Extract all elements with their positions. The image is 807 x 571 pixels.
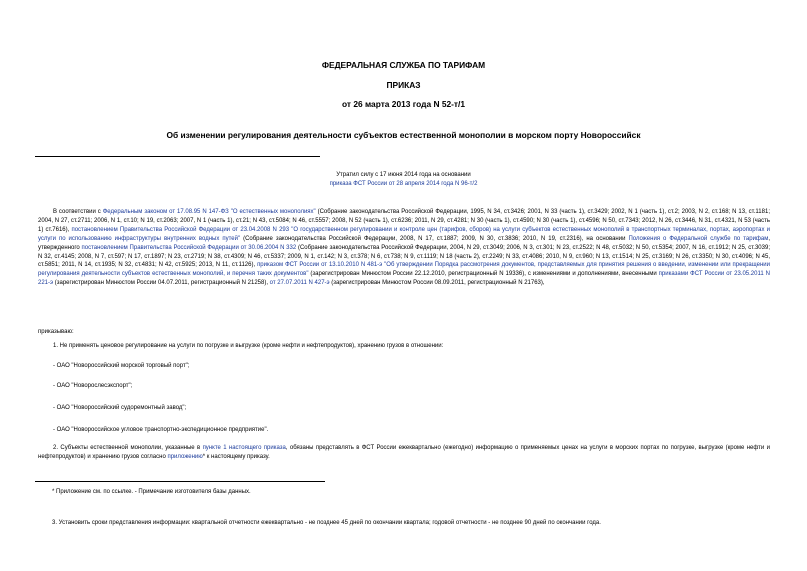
organization-2: - ОАО "Новорослесэкспорт"; [53, 383, 133, 389]
preamble-text: (зарегистрирован Минюстом России 08.09.2011, регистрационный N 21763), [329, 280, 545, 287]
preamble-text: (Собрание законодательства Российской Федерации, 1995, N 34, ст.3426; 2001, N 33 (часть 1), ст.3429; 2002, N 1 (часть 1), ст.2; 2003, N 2, ст.168; N 13, ст.1181; 2004, N 27, ст.2711; 2006, N 1, ст.10; N 19, ст.2063; 2007, N 1 (часть 1), ст.21; N 43, ст.5084; N 46, ст.5557; 2008, N 52 (часть 1), ст.6236; 2011, N 29, ст.4281; N 30 (часть 1), ст.4590; N 30 (часть 1), ст.4596; N 50, ст.7343; 2012, N 26, ст.3446, N 31, ст.4321, N 53 (часть 1) ст.7616), [38, 209, 770, 233]
preamble-text: (зарегистрирован Минюстом России 04.07.2011, регистрационный N 21258), [53, 280, 270, 287]
preamble-text: (зарегистрирован Минюстом России 22.12.2010, регистрационный N 19336), с изменениями и дополнениями, внесенными [308, 271, 659, 278]
doc-type-heading: ПРИКАЗ [386, 80, 421, 90]
fst-order-481-link[interactable]: приказом ФСТ России от 13.10.2010 N 481-э "Об утверждении Порядка рассмотрения документов, представляемых для принятия решения о введении, изменении или прекращении регулирования деятельности субъектов естественных монополий, и перечня таких документов" [38, 262, 770, 278]
lapse-note: Утратил силу с 17 июня 2014 года на основании [336, 172, 471, 178]
preamble-text: (Собрание законодательства Российской Федерации, 2004, N 29, ст.3049; 2006, N 3, ст.301; N 23, ст.2522; N 48, ст.5032; N 50, ст.5354; 2007, N 16, ст.1912; N 25, ст.3039; N 32, ст.4145; 2008, N 7, ст.597; N 17, ст.1897; N 23, ст.2719; N 38, ст.4309; N 46, ст.5337; 2009, N 1, ст.142; N 3, ст.378; N 6, ст.738; N 9, ст.1119; N 18 (часть 2), ст.2249; N 33, ст.4086; 2010, N 9, ст.960; N 13, ст.1514; N 25, ст.3169; N 26, ст.3350; N 30, ст.4096; N 45, ст.5851; 2011, N 14, ст.1935; N 32, ст.4831; N 42, ст.5925; 2013, N 11, ст.1126), [38, 244, 770, 269]
appendix-link[interactable]: приложению [167, 453, 203, 460]
item-3: 3. Установить сроки представления информации: квартальной отчетности ежеквартально - не позднее 45 дней по окончании квартала; годовой отчетности - не позднее 90 дней по окончании года. [52, 520, 601, 526]
item-2-paragraph [38, 444, 770, 462]
preamble-text: , утвержденного [38, 235, 770, 251]
document-title: Об изменении регулирования деятельности субъектов естественной монополии в морском порту Новороссийск [166, 130, 641, 140]
footnote: * Приложение см. по ссылке. - Примечание изготовителя базы данных. [52, 489, 251, 495]
divider [35, 156, 320, 157]
fst-order-427-link[interactable]: от 27.07.2011 N 427-э [269, 280, 330, 287]
government-decree-293-link[interactable]: постановлением Правительства Российской Федерации от 23.04.2008 N 293 "О государственном регулировании и контроле цен (тарифов, сборов) на услуги субъектов естественных монополий в транспортных терминалах, портах, аэропортах и услуги по использованию инфраструктуры внутренних водных путей" [38, 226, 770, 242]
item-2-text: * к настоящему приказу. [202, 453, 270, 460]
agency-heading: ФЕДЕРАЛЬНАЯ СЛУЖБА ПО ТАРИФАМ [321, 60, 486, 70]
preamble-paragraph [38, 208, 770, 288]
fst-regulation-link[interactable]: Положения о Федеральной службе по тарифам [628, 235, 769, 242]
item-2-text: 2. Субъекты естественной монополии, указанные в [53, 445, 203, 451]
item-1: 1. Не применять ценовое регулирование на услуги по погрузке и выгрузке (кроме нефти и нефтепродуктов), хранению грузов в отношении: [53, 343, 444, 349]
fst-order-221-link[interactable]: приказами ФСТ России от 23.05.2011 N 221-э [38, 271, 770, 287]
federal-law-link[interactable]: Федеральным законом от 17.08.95 N 147-ФЗ "О естественных монополиях" [102, 209, 316, 215]
government-decree-332-link[interactable]: постановлением Правительства Российской Федерации от 30.06.2004 N 332 [81, 244, 297, 251]
lapse-link[interactable]: приказа ФСТ России от 28 апреля 2014 года N 96-т/2 [329, 181, 478, 187]
preamble-text: (Собрание законодательства Российской Федерации, 2008, N 17, ст.1887; 2009, N 30, ст.3836; 2010, N 19, ст.2316), на основании [240, 235, 629, 242]
item-2-text: , обязаны представлять в ФСТ России ежеквартально (ежегодно) информацию о применяемых ценах на услуги в морских портах по погрузке, выгрузке (кроме нефти и нефтепродуктов) и хранению грузов согласно [38, 445, 770, 460]
orders-word: приказываю: [38, 329, 74, 335]
lapse-note-link-line [0, 180, 807, 189]
preamble-text: В соответствии с [53, 209, 103, 215]
organization-4: - ОАО "Новороссийское угловое транспортно-экспедиционное предприятие". [53, 427, 269, 433]
organization-3: - ОАО "Новороссийский судоремонтный завод"; [53, 405, 187, 411]
date-number-heading: от 26 марта 2013 года N 52-т/1 [341, 99, 466, 109]
item-1-link[interactable]: пункте 1 настоящего приказа [202, 445, 286, 451]
footnote-divider [35, 481, 325, 482]
organization-1: - ОАО "Новороссийский морской торговый порт"; [53, 363, 190, 369]
